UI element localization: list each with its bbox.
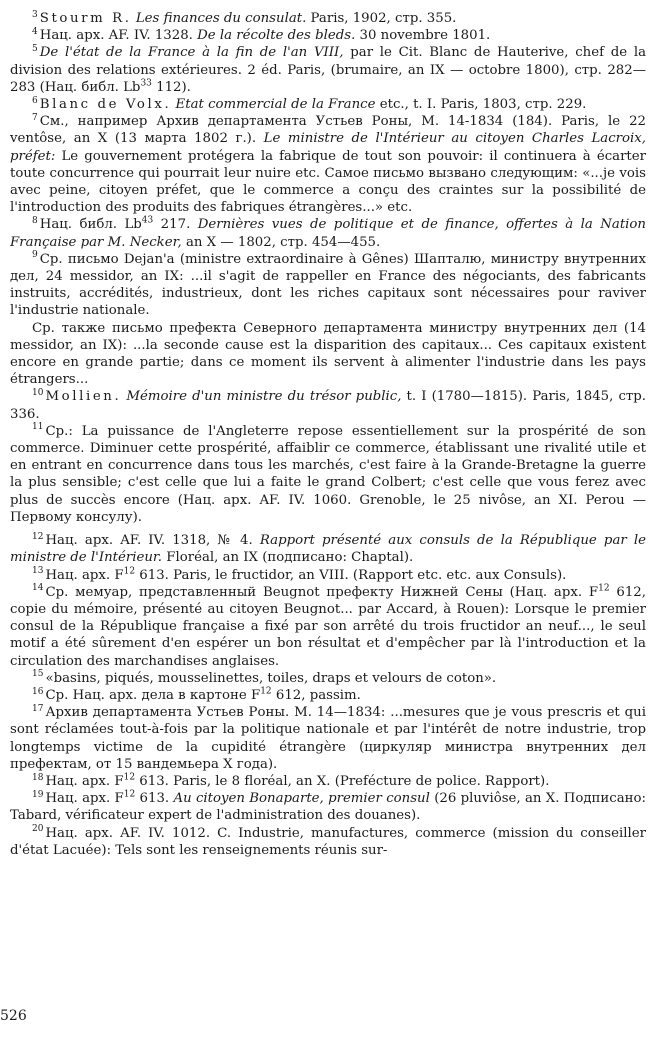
footnote-20: $^{20}$ Нац. арх. AF. IV. 1012. C. Industrie, manufactures, commerce (mission du conseiller d'état Lacuée): Tels sont les renseignements réunis sur-: [10, 824, 646, 858]
footnote-14: $^{14}$ Ср. мемуар, представленный Beugnot префекту Нижней Сены (Нац. арх. $F^{12}$ 612, copie du mémoire, présenté au citoyen Beugnot... par Accard, à Rouen): Lorsque le premier consul de la République française a fixé par son arrêté du trois fructidor an neuf..., le seul motif a été sûrement d'en espérer un bon résultat et d'empêcher par là l'introduction et la circulation des marchandises anglaises.: [10, 583, 646, 669]
footnote-6: $^6$ Blanc de Volx. Etat commercial de la France etc., t. I. Paris, 1803, стр. 229.: [32, 95, 587, 113]
page-number: 526: [0, 1008, 27, 1024]
footnote-17: $^{17}$ Архив департамента Устьев Роны. M. 14—1834: ...mesures que je vous prescris et qui sont réclamées tout-à-fois par la politique nationale et par l'intérêt de notre industrie, trop longtemps victime de la cupidité étrangère (циркуляр министра внутренних дел префектам, от 15 вандемьера X года).: [10, 703, 646, 772]
footnote-4: $^4$ Нац. арх. AF. IV. 1328. De la récolte des bleds. 30 novembre 1801.: [32, 26, 491, 44]
footnote-18: $^{18}$ Нац. арх. $F^{12}$ 613. Paris, le 8 floréal, an X. (Prefécture de police. Rapport).: [32, 772, 550, 789]
footnote-15: $^{15}$ «basins, piqués, mousselinettes, toiles, draps et velours de coton».: [32, 669, 497, 686]
footnote-5: $^5$ De l'état de la France à la fin de l'an VIII, par le Cit. Blanc de Hauterive, chef de la division des relations extérieures. 2 éd. Paris, (brumaire, an IX — octobre 1800), стр. 282—283 (Нац. библ. Lb$^{33}$ 112).: [10, 43, 647, 95]
footnote-8: $^8$ Нац. библ. Lb$^{43}$ 217. Dernières vues de politique et de finance, offertes à la Nation Française par M. Necker, an X — 1802, стр. 454—455.: [10, 216, 646, 250]
footnote-9: $^9$ Ср. письмо Dejan'a (ministre extraordinaire à Gênes) Шапталю, министру внутренних дел, 24 messidor, an IX: ...il s'agit de rappeller en France des négociants, des fabricants instruits, accrédités, industrieux, dont les riches capitaux sont nécessaires pour raviver l'industrie nationale.: [10, 250, 646, 319]
footnote-10: $^{10}$ Mollien. Mémoire d'un ministre du trésor public, t. I (1780—1815). Paris, 1845, стр. 336.: [10, 388, 647, 422]
footnote-16: $^{16}$ Ср. Нац. арх. дела в картоне $F^{12}$ 612, passim.: [32, 686, 361, 703]
footnote-3: $^3$ Stourm R. Les finances du consulat. Paris, 1902, стр. 355.: [32, 9, 457, 26]
footnote-19: $^{19}$ Нац. арх. $F^{12}$ 613. Au citoyen Bonaparte, premier consul (26 pluviôse, an X. Подписано: Tabard, vérificateur expert de l'administration des douanes).: [10, 789, 646, 824]
footnote-11: $^{11}$ Ср.: La puissance de l'Angleterre repose essentiellement sur la prospérité de son commerce. Diminuer cette prospérité, affaiblir ce commerce, établissant une rivalité utile et en entrant en concurrence dans tous les marchés, c'est faire à la Grande-Bretagne la guerre la plus sensible; c'est celle que lui a faite le grand Colbert; c'est celle que vous ferez avec plus de succès encore (Нац. арх. AF. IV. 1060. Grenoble, le 25 nivôse, an XI. Perou — Первому консулу).: [10, 422, 646, 525]
footnote-7: $^7$ См., например Архив департамента Устьев Роны, M. 14-1834 (184). Paris, le 22 ventôse, an X (13 марта 1802 г.). Le ministre de l'Intérieur au citoyen Charles Lacroix, préfet: Le gouvernement protégera la fabrique de tout son pouvoir: il continuera à écarter toute concurrence qui pourrait leur nuire etc. Самое письмо вызвано следующим: «...je vois avec peine, citoyen préfet, que le commerce a conçu des craintes sur la possibilité de l'introduction des produits des fabriques étrangères...» etc.: [10, 112, 646, 216]
footnote-12: $^{12}$ Нац. арх. AF. IV. 1318, № 4. Rapport présenté aux consuls de la République par le ministre de l'Intérieur. Floréal, an IX (подписано: Chaptal).: [10, 531, 646, 566]
footnote-9-continued: Ср. также письмо префекта Северного департамента министру внутренних дел (14 messidor, an IX): ...la seconde cause est la disparition des capitaux... Ces capitaux existent encore en grande partie; dans ce moment ils servent à alimenter l'industrie dans les pays étrangers...: [10, 320, 646, 388]
footnote-13: $^{13}$ Нац. арх. $F^{12}$ 613. Paris, le fructidor, an VIII. (Rapport etc. etc. aux Consuls).: [32, 566, 567, 583]
footnotes-column: [10, 10, 646, 859]
